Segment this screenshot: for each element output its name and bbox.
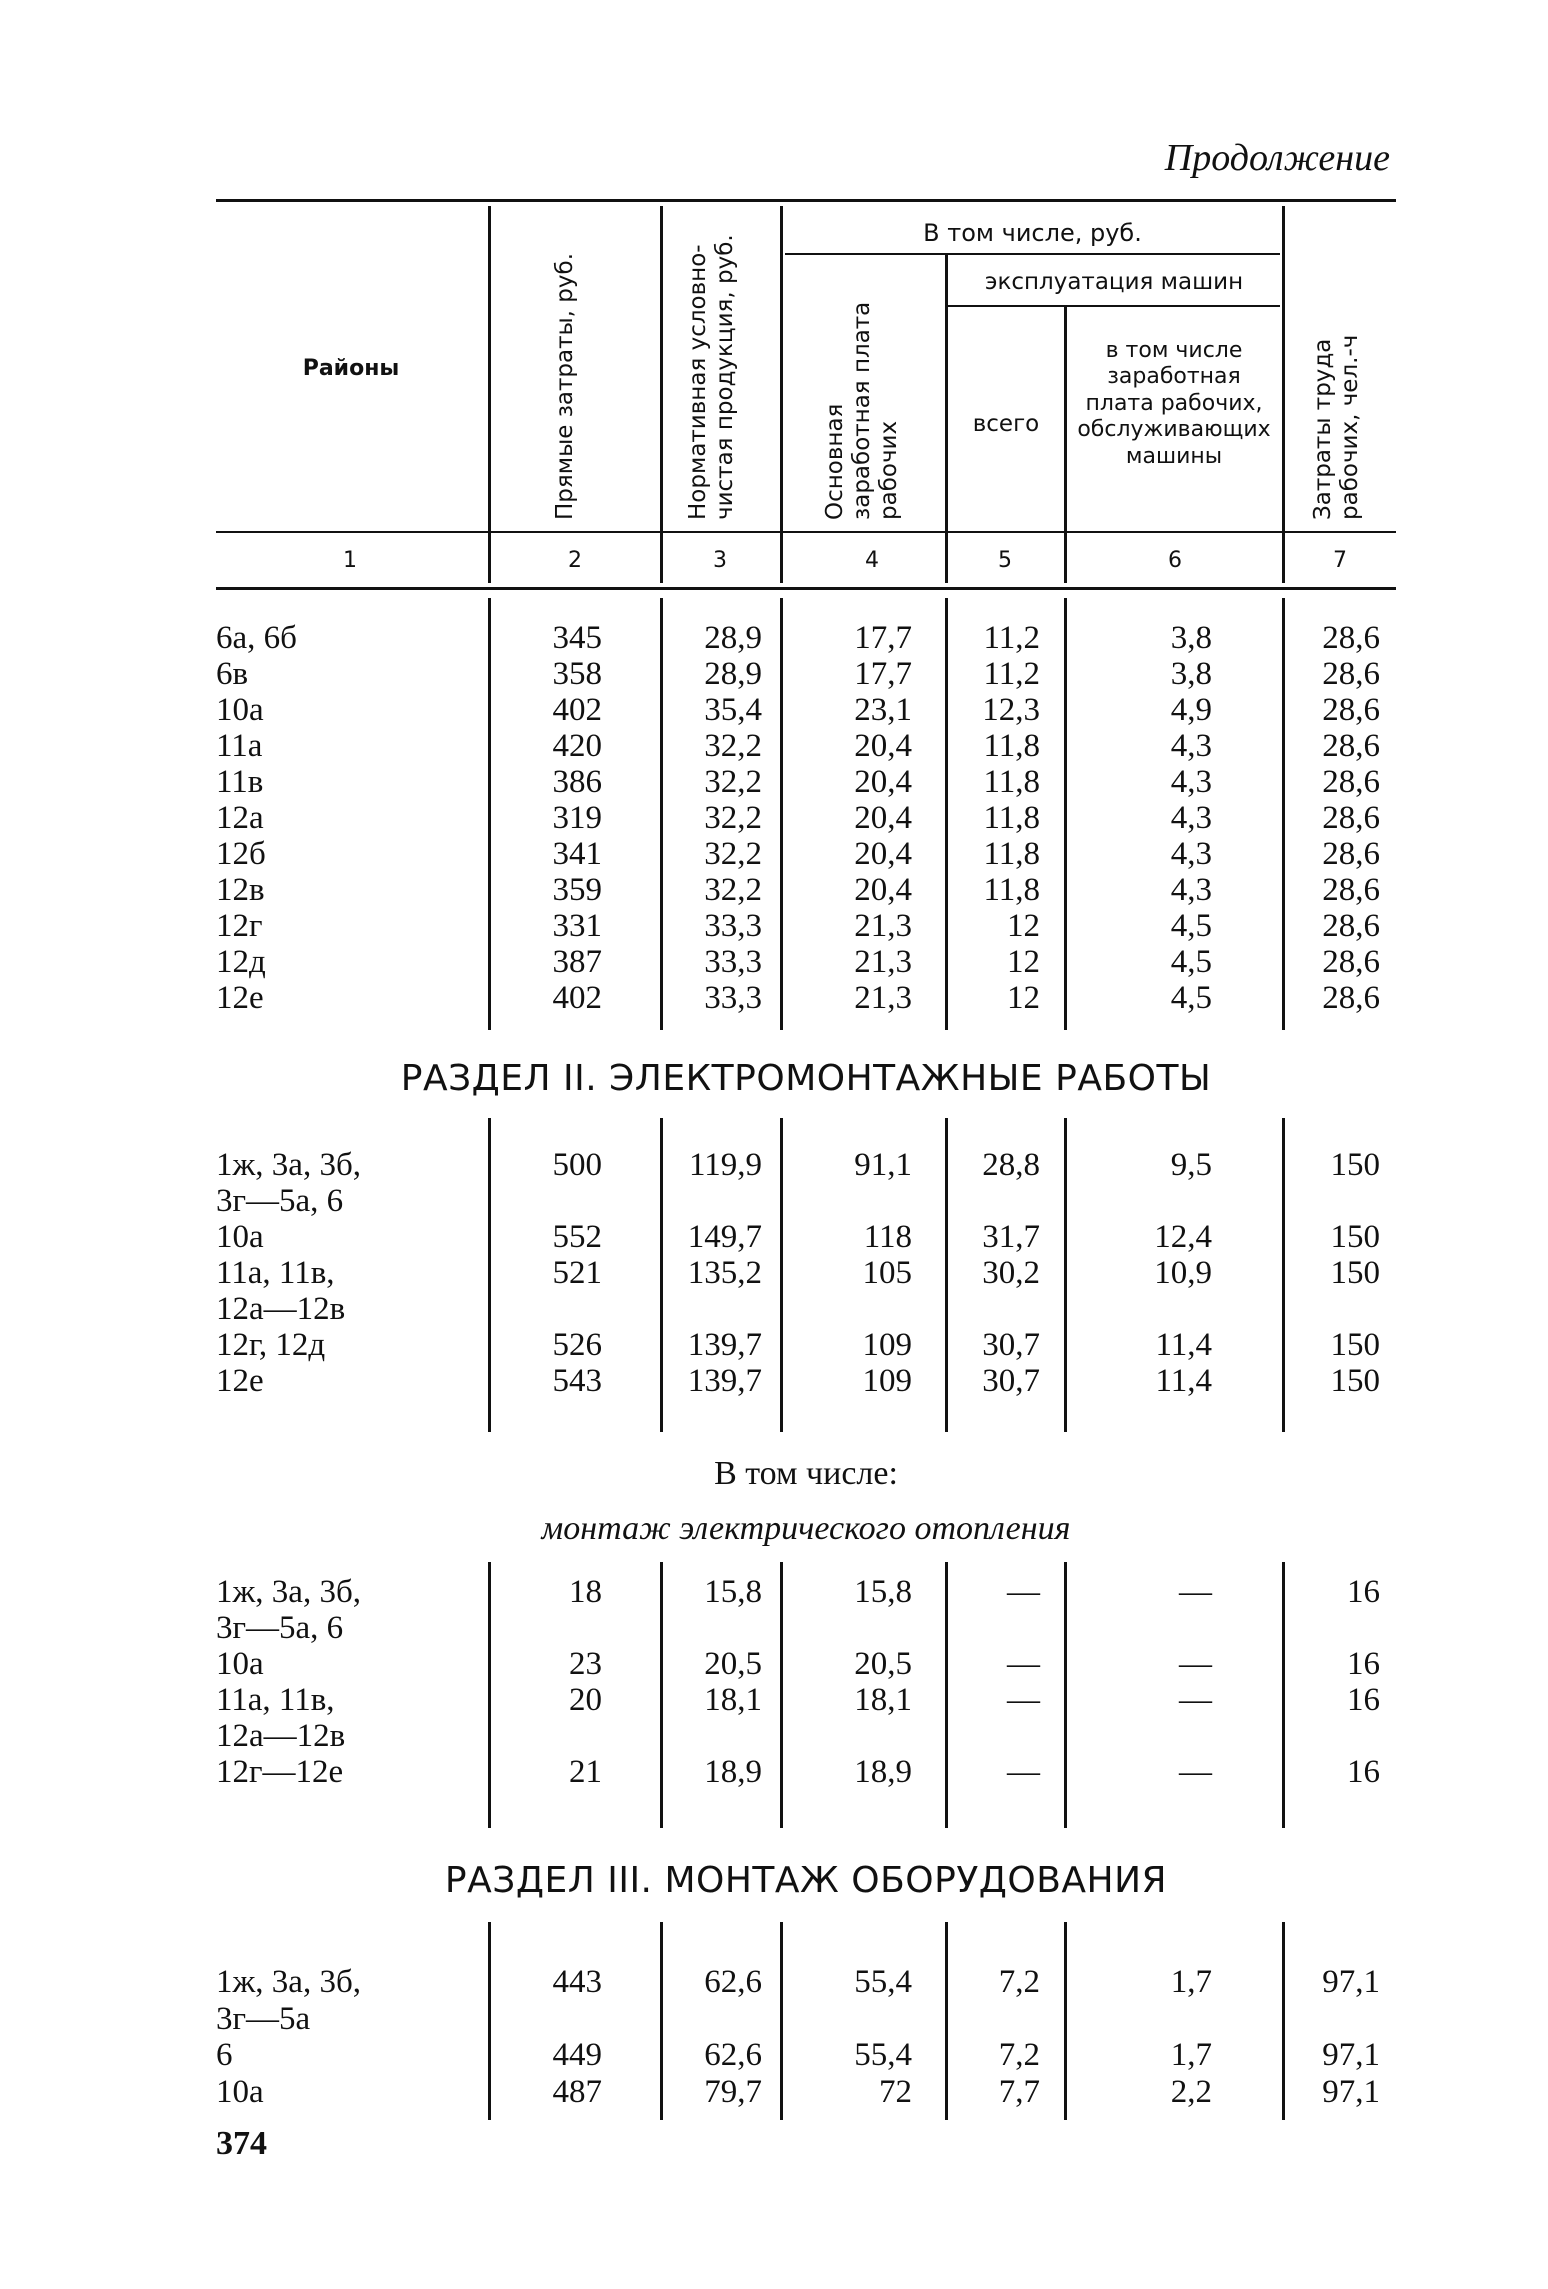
- table-cell-c3: 119,9: [688, 1147, 762, 1183]
- table-cell-c7: 150: [1330, 1219, 1380, 1255]
- table-cell-c2: 521: [552, 1255, 602, 1291]
- table-cell-c2: 543: [552, 1363, 602, 1399]
- table-cell-c4: 20,4: [854, 872, 912, 908]
- table-cell-c4: 18,9: [854, 1754, 912, 1790]
- table-cell-region: 12б: [216, 836, 266, 872]
- table-cell-c4: 20,4: [854, 728, 912, 764]
- table-cell-c3: 139,7: [687, 1363, 762, 1399]
- table-cell-c6: 10,9: [1154, 1255, 1212, 1291]
- table-cell-c3: 33,3: [704, 980, 762, 1016]
- table-vline: [1064, 1562, 1067, 1828]
- header-vline: [488, 206, 491, 583]
- table-cell-c6: 4,5: [1170, 944, 1212, 980]
- table-cell-region: 3г—5а, 6: [216, 1610, 344, 1646]
- table-cell-c5: —: [1007, 1682, 1040, 1718]
- table-cell-region: 11а, 11в,: [216, 1255, 335, 1291]
- header-machines-group: эксплуатация машин: [984, 269, 1244, 295]
- table-cell-c3: 28,9: [704, 620, 762, 656]
- table-cell-c4: 20,5: [854, 1646, 912, 1682]
- table-cell-c2: 500: [552, 1147, 602, 1183]
- table-cell-c6: 12,4: [1154, 1219, 1212, 1255]
- section2-title: РАЗДЕЛ II. ЭЛЕКТРОМОНТАЖНЫЕ РАБОТЫ: [400, 1058, 1212, 1099]
- table-cell-region: 12е: [216, 1363, 264, 1399]
- table-cell-c3: 20,5: [704, 1646, 762, 1682]
- section2-incl-label: В том числе:: [714, 1455, 898, 1492]
- table-cell-region: 6а, 6б: [216, 620, 297, 656]
- table-cell-c2: 331: [552, 908, 602, 944]
- colnum-1: 1: [343, 548, 357, 573]
- top-rule: [216, 199, 1396, 202]
- table-cell-c2: 21: [569, 1754, 602, 1790]
- table-cell-region: 10а: [216, 692, 264, 728]
- table-cell-c4: 20,4: [854, 836, 912, 872]
- table-cell-c2: 387: [552, 944, 602, 980]
- table-cell-region: 6: [216, 2037, 233, 2073]
- table-cell-c6: 4,3: [1170, 764, 1212, 800]
- table-cell-region: 3г—5а: [216, 2000, 311, 2037]
- header-vline: [660, 206, 663, 583]
- table-cell-c4: 21,3: [854, 944, 912, 980]
- header-vline: [1064, 307, 1067, 583]
- table-cell-c4: 105: [862, 1255, 912, 1291]
- table-cell-c5: 11,8: [983, 872, 1040, 908]
- table-cell-c4: 18,1: [854, 1682, 912, 1718]
- incl-group-rule: [785, 253, 1280, 255]
- table-cell-c6: —: [1179, 1682, 1212, 1718]
- table-cell-c6: 4,3: [1170, 728, 1212, 764]
- table-cell-region: 6в: [216, 656, 249, 692]
- table-cell-c7: 16: [1347, 1682, 1380, 1718]
- table-cell-c2: 386: [552, 764, 602, 800]
- table-cell-c3: 139,7: [687, 1327, 762, 1363]
- table-cell-c3: 33,3: [704, 908, 762, 944]
- header-incl-group: В том числе, руб.: [923, 219, 1142, 247]
- table-cell-c6: 1,7: [1170, 2037, 1212, 2073]
- table-cell-c5: 30,2: [982, 1255, 1040, 1291]
- table-cell-c7: 28,6: [1322, 800, 1380, 836]
- table-cell-c7: 16: [1347, 1574, 1380, 1610]
- table-cell-c5: 11,8: [983, 836, 1040, 872]
- section2-sub-label: монтаж электрического отопления: [541, 1510, 1071, 1547]
- table-cell-c5: 28,8: [982, 1147, 1040, 1183]
- table-cell-c2: 420: [552, 728, 602, 764]
- table-cell-c4: 20,4: [854, 800, 912, 836]
- table-cell-c6: 9,5: [1170, 1147, 1212, 1183]
- table-cell-region: 12а—12в: [216, 1718, 346, 1754]
- table-cell-c6: 4,5: [1170, 980, 1212, 1016]
- table-cell-c4: 21,3: [854, 980, 912, 1016]
- table-cell-region: 12а: [216, 800, 264, 836]
- table-cell-c5: 7,7: [998, 2073, 1040, 2110]
- table-cell-c7: 28,6: [1322, 836, 1380, 872]
- table-cell-c2: 526: [552, 1327, 602, 1363]
- table-vline: [1064, 1922, 1067, 2120]
- table-cell-c3: 28,9: [704, 656, 762, 692]
- table-cell-c3: 18,9: [704, 1754, 762, 1790]
- table-cell-c3: 32,2: [704, 764, 762, 800]
- header-regions: Районы: [302, 356, 400, 381]
- table-cell-c6: 4,3: [1170, 800, 1212, 836]
- table-cell-c2: 358: [552, 656, 602, 692]
- table-cell-c4: 17,7: [854, 656, 912, 692]
- table-cell-c2: 18: [569, 1574, 602, 1610]
- table-cell-c5: 11,2: [983, 656, 1040, 692]
- page-number: 374: [216, 2125, 267, 2162]
- table-cell-c7: 28,6: [1322, 656, 1380, 692]
- table-cell-c3: 135,2: [687, 1255, 762, 1291]
- table-cell-c5: 11,8: [983, 728, 1040, 764]
- header-total: всего: [972, 411, 1040, 437]
- table-cell-c4: 21,3: [854, 908, 912, 944]
- table-cell-c7: 28,6: [1322, 872, 1380, 908]
- table-cell-c5: —: [1007, 1646, 1040, 1682]
- table-cell-c7: 150: [1330, 1363, 1380, 1399]
- table-cell-c7: 150: [1330, 1255, 1380, 1291]
- table-cell-c7: 28,6: [1322, 728, 1380, 764]
- table-cell-c7: 97,1: [1322, 1964, 1380, 2000]
- table-cell-c3: 33,3: [704, 944, 762, 980]
- table-cell-c4: 109: [862, 1327, 912, 1363]
- table-cell-c3: 32,2: [704, 728, 762, 764]
- header-vline: [780, 206, 783, 583]
- table-cell-c5: 31,7: [982, 1219, 1040, 1255]
- table-cell-region: 12г—12е: [216, 1754, 344, 1790]
- table-cell-c4: 55,4: [854, 1964, 912, 2000]
- table-cell-c4: 55,4: [854, 2037, 912, 2073]
- table-cell-c3: 62,6: [704, 1964, 762, 2000]
- table-cell-c2: 402: [552, 692, 602, 728]
- table-cell-region: 10а: [216, 1646, 264, 1682]
- table-cell-c7: 97,1: [1322, 2037, 1380, 2073]
- table-cell-c5: 30,7: [982, 1363, 1040, 1399]
- header-incl-machine-wage: в том числе заработная плата рабочих, обслуживающих машины: [1077, 338, 1271, 469]
- table-cell-c7: 28,6: [1322, 764, 1380, 800]
- table-cell-c7: 28,6: [1322, 692, 1380, 728]
- table-cell-region: 1ж, 3а, 3б,: [216, 1964, 361, 2000]
- table-cell-c5: 12: [1007, 944, 1040, 980]
- table-cell-c4: 23,1: [854, 692, 912, 728]
- table-cell-c6: 3,8: [1170, 656, 1212, 692]
- table-cell-c4: 109: [862, 1363, 912, 1399]
- table-cell-region: 12г, 12д: [216, 1327, 326, 1363]
- section3-title: РАЗДЕЛ III. МОНТАЖ ОБОРУДОВАНИЯ: [444, 1860, 1168, 1901]
- table-cell-c5: 7,2: [998, 2037, 1040, 2073]
- table-cell-c6: 4,5: [1170, 908, 1212, 944]
- table-cell-c4: 118: [863, 1219, 912, 1255]
- table-cell-c2: 319: [552, 800, 602, 836]
- table-cell-c2: 449: [552, 2037, 602, 2073]
- table-cell-region: 10а: [216, 2073, 264, 2110]
- table-vline: [1064, 598, 1067, 1030]
- colnum-3: 3: [713, 548, 727, 573]
- table-cell-c7: 16: [1347, 1646, 1380, 1682]
- colnum-6: 6: [1168, 548, 1182, 573]
- table-cell-c7: 28,6: [1322, 944, 1380, 980]
- table-cell-c2: 341: [552, 836, 602, 872]
- table-cell-region: 12в: [216, 872, 265, 908]
- table-cell-c5: —: [1007, 1574, 1040, 1610]
- table-vline: [1064, 1118, 1067, 1432]
- table-cell-c5: 11,8: [983, 764, 1040, 800]
- table-cell-c3: 18,1: [704, 1682, 762, 1718]
- table-cell-c6: 4,9: [1170, 692, 1212, 728]
- table-cell-c6: 4,3: [1170, 872, 1212, 908]
- table-cell-c6: 11,4: [1155, 1363, 1212, 1399]
- table-cell-c2: 359: [552, 872, 602, 908]
- table-cell-c2: 345: [552, 620, 602, 656]
- table-cell-c3: 32,2: [704, 836, 762, 872]
- table-cell-c5: 30,7: [982, 1327, 1040, 1363]
- table-cell-c5: 11,8: [983, 800, 1040, 836]
- machines-group-rule: [945, 305, 1280, 307]
- table-cell-c3: 32,2: [704, 800, 762, 836]
- table-cell-c7: 150: [1330, 1147, 1380, 1183]
- table-cell-region: 1ж, 3а, 3б,: [216, 1147, 361, 1183]
- table-cell-c2: 23: [569, 1646, 602, 1682]
- table-cell-region: 10а: [216, 1219, 264, 1255]
- table-cell-region: 1ж, 3а, 3б,: [216, 1574, 361, 1610]
- table-cell-c5: —: [1007, 1754, 1040, 1790]
- header-vline: [1282, 206, 1285, 583]
- table-cell-c6: 11,4: [1155, 1327, 1212, 1363]
- table-cell-c6: 2,2: [1170, 2073, 1212, 2110]
- header-bottom-rule: [216, 531, 1396, 533]
- table-cell-c5: 12: [1007, 980, 1040, 1016]
- table-cell-c7: 150: [1330, 1327, 1380, 1363]
- table-cell-region: 3г—5а, 6: [216, 1183, 344, 1219]
- table-cell-c3: 79,7: [704, 2073, 762, 2110]
- table-cell-c6: 4,3: [1170, 836, 1212, 872]
- table-cell-c6: 1,7: [1170, 1964, 1212, 2000]
- table-cell-c4: 20,4: [854, 764, 912, 800]
- table-cell-c2: 20: [569, 1682, 602, 1718]
- table-cell-region: 12д: [216, 944, 266, 980]
- table-cell-c7: 28,6: [1322, 620, 1380, 656]
- continuation-label: Продолжение: [1164, 137, 1390, 179]
- table-cell-c5: 7,2: [998, 1964, 1040, 2000]
- table-cell-c4: 15,8: [854, 1574, 912, 1610]
- header-basic-wage: Основная заработная плата рабочих: [822, 301, 902, 520]
- header-direct-costs: Прямые затраты, руб.: [552, 252, 578, 520]
- table-cell-c2: 487: [552, 2073, 602, 2110]
- table-cell-c5: 12: [1007, 908, 1040, 944]
- table-cell-c2: 552: [552, 1219, 602, 1255]
- table-cell-c6: 3,8: [1170, 620, 1212, 656]
- table-cell-region: 11а: [216, 728, 263, 764]
- colnum-bottom-rule: [216, 587, 1396, 590]
- table-cell-c3: 32,2: [704, 872, 762, 908]
- table-cell-region: 11в: [216, 764, 264, 800]
- table-cell-region: 12г: [216, 908, 263, 944]
- table-cell-c7: 28,6: [1322, 908, 1380, 944]
- colnum-4: 4: [865, 548, 879, 573]
- table-cell-c6: —: [1179, 1574, 1212, 1610]
- header-labor-costs: Затраты труда рабочих, чел.-ч: [1310, 334, 1363, 520]
- table-cell-c4: 91,1: [854, 1147, 912, 1183]
- table-cell-region: 12е: [216, 980, 264, 1016]
- colnum-7: 7: [1333, 548, 1347, 573]
- table-cell-c5: 11,2: [983, 620, 1040, 656]
- table-cell-c7: 28,6: [1322, 980, 1380, 1016]
- table-cell-region: 12а—12в: [216, 1291, 346, 1327]
- table-cell-c3: 15,8: [704, 1574, 762, 1610]
- table-cell-c2: 402: [552, 980, 602, 1016]
- table-cell-c7: 16: [1347, 1754, 1380, 1790]
- colnum-5: 5: [998, 548, 1012, 573]
- table-cell-c3: 62,6: [704, 2037, 762, 2073]
- table-cell-c6: —: [1179, 1646, 1212, 1682]
- table-cell-c5: 12,3: [982, 692, 1040, 728]
- colnum-2: 2: [568, 548, 582, 573]
- table-cell-c4: 72: [879, 2073, 912, 2110]
- table-cell-region: 11а, 11в,: [216, 1682, 335, 1718]
- table-cell-c6: —: [1179, 1754, 1212, 1790]
- table-cell-c4: 17,7: [854, 620, 912, 656]
- table-cell-c3: 149,7: [687, 1219, 762, 1255]
- table-cell-c2: 443: [552, 1964, 602, 2000]
- table-cell-c7: 97,1: [1322, 2073, 1380, 2110]
- header-normative-product: Нормативная условно-чистая продукция, руб.: [685, 234, 738, 520]
- table-cell-c3: 35,4: [704, 692, 762, 728]
